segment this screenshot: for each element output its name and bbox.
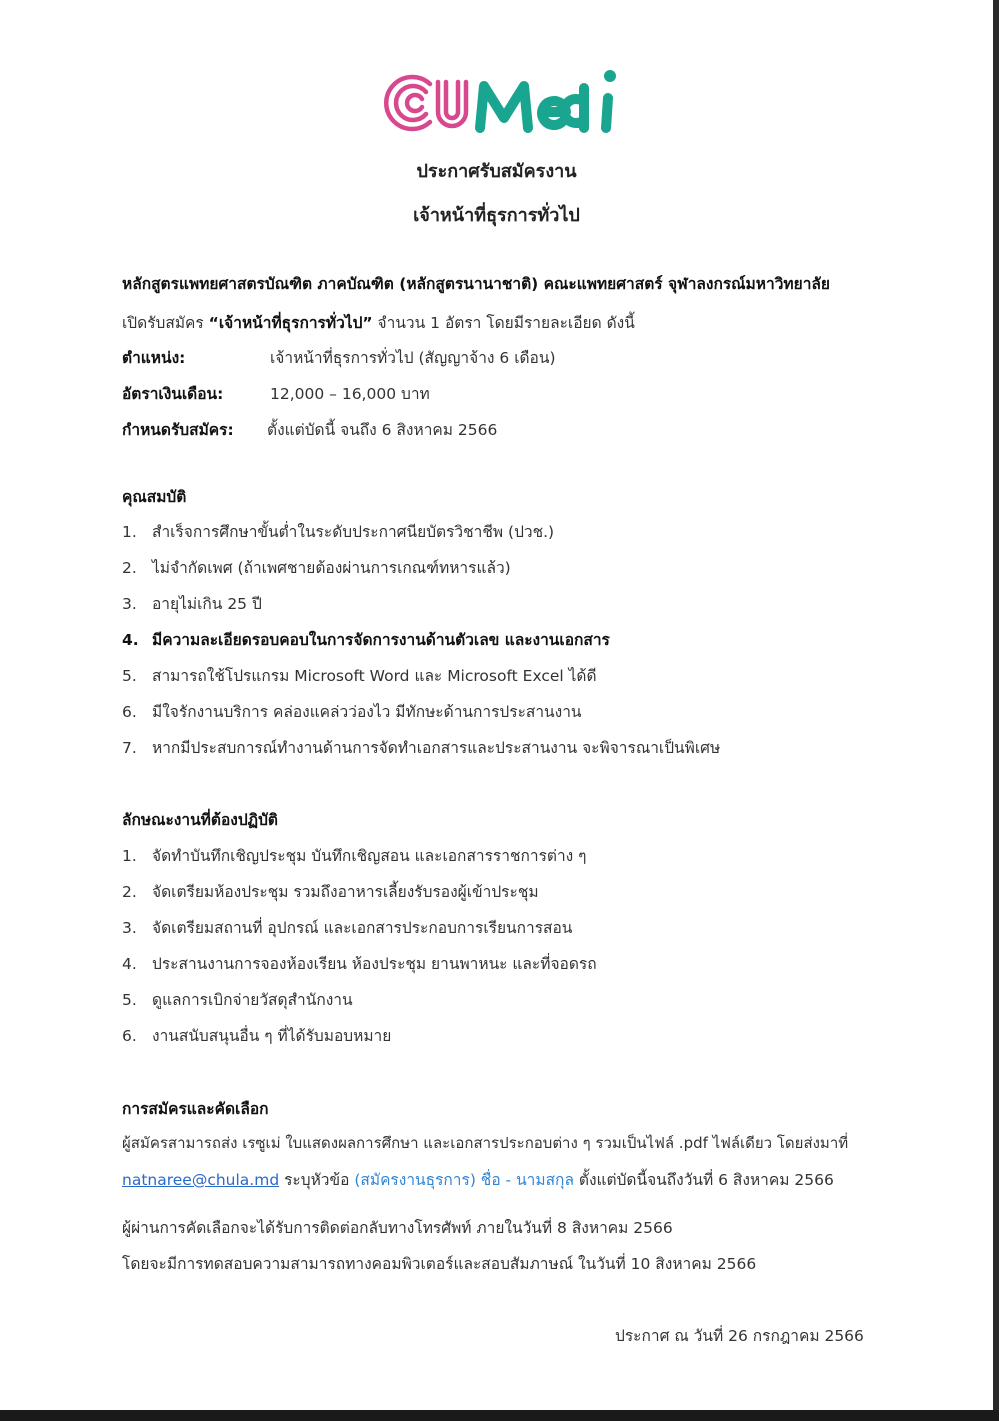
list-item: [122, 951, 597, 976]
item-number: 6.: [122, 703, 137, 721]
detail-position: [122, 345, 556, 370]
item-number: 4.: [122, 955, 137, 973]
list-item: [122, 843, 586, 868]
viewer-edge-bottom: [0, 1410, 999, 1421]
item-text: มีใจรักงานบริการ คล่องแคล่วว่องไว มีทักษะด้านการประสานงาน: [152, 703, 582, 721]
notification-line: ผู้ผ่านการคัดเลือกจะได้รับการติดต่อกลับทางโทรศัพท์ ภายในวันที่ 8 สิงหาคม 2566: [122, 1219, 673, 1237]
page-subtitle: เจ้าหน้าที่ธุรการทั่วไป: [413, 205, 580, 226]
list-item: [122, 663, 597, 688]
item-text: จัดเตรียมห้องประชุม รวมถึงอาหารเลี้ยงรับรองผู้เข้าประชุม: [152, 883, 539, 901]
announcement-date: ประกาศ ณ วันที่ 26 กรกฎาคม 2566: [615, 1327, 864, 1345]
detail-value: 12,000 – 16,000 บาท: [270, 385, 430, 403]
item-number: 1.: [122, 847, 137, 865]
list-item: [122, 915, 572, 940]
detail-label: อัตราเงินเดือน:: [122, 385, 224, 403]
item-number: 6.: [122, 1027, 137, 1045]
list-item: [122, 627, 610, 652]
item-text: จัดเตรียมสถานที่ อุปกรณ์ และเอกสารประกอบการเรียนการสอน: [152, 919, 573, 937]
list-item: [122, 987, 353, 1012]
application-contact-line: [122, 1167, 834, 1192]
list-item: [122, 1023, 391, 1048]
list-item: [122, 735, 720, 760]
subject-prefix: ระบุหัวข้อ: [279, 1171, 355, 1189]
detail-deadline: [122, 417, 497, 442]
detail-value: ตั้งแต่บัดนี้ จนถึง 6 สิงหาคม 2566: [267, 421, 498, 439]
subject-suffix: ตั้งแต่บัดนี้จนถึงวันที่ 6 สิงหาคม 2566: [573, 1171, 834, 1189]
detail-label: กำหนดรับสมัคร:: [122, 421, 234, 439]
opening-line: [122, 310, 635, 335]
item-text: จัดทำบันทึกเชิญประชุม บันทึกเชิญสอน และเอกสารราชการต่าง ๆ: [152, 847, 587, 865]
page-title: ประกาศรับสมัครงาน: [416, 161, 577, 182]
item-number: 3.: [122, 919, 137, 937]
list-item: [122, 699, 582, 724]
item-number: 5.: [122, 991, 137, 1009]
opening-prefix: เปิดรับสมัคร: [122, 314, 209, 332]
list-item: [122, 879, 539, 904]
item-number: 3.: [122, 595, 137, 613]
qualifications-heading: คุณสมบัติ: [122, 488, 187, 506]
cumedi-logo-graphic: [380, 62, 632, 138]
item-number: 4.: [122, 631, 139, 649]
application-heading: การสมัครและคัดเลือก: [122, 1100, 269, 1118]
list-item: [122, 591, 262, 616]
item-text: ประสานงานการจองห้องเรียน ห้องประชุม ยานพาหนะ และที่จอดรถ: [152, 955, 597, 973]
item-text: หากมีประสบการณ์ทำงานด้านการจัดทำเอกสารและประสานงาน จะพิจารณาเป็นพิเศษ: [152, 739, 721, 757]
program-line: หลักสูตรแพทยศาสตรบัณฑิต ภาคบัณฑิต (หลักสูตรนานาชาติ) คณะแพทยศาสตร์ จุฬาลงกรณ์มหาวิทยาลัย: [122, 275, 830, 293]
item-text: มีความละเอียดรอบคอบในการจัดการงานด้านตัวเลข และงานเอกสาร: [152, 631, 610, 649]
item-text: สามารถใช้โปรแกรม Microsoft Word และ Microsoft Excel ได้ดี: [152, 667, 597, 685]
detail-value: เจ้าหน้าที่ธุรการทั่วไป (สัญญาจ้าง 6 เดือน): [270, 349, 556, 367]
list-item: [122, 555, 511, 580]
item-text: ไม่จำกัดเพศ (ถ้าเพศชายต้องผ่านการเกณฑ์ทหารแล้ว): [152, 559, 511, 577]
item-number: 2.: [122, 559, 137, 577]
detail-label: ตำแหน่ง:: [122, 349, 186, 367]
email-link[interactable]: natnaree@chula.md: [122, 1171, 280, 1189]
opening-suffix: จำนวน 1 อัตรา โดยมีรายละเอียด ดังนี้: [372, 314, 635, 332]
item-number: 5.: [122, 667, 137, 685]
item-text: ดูแลการเบิกจ่ายวัสดุสำนักงาน: [152, 991, 353, 1009]
list-item: [122, 519, 554, 544]
test-line: โดยจะมีการทดสอบความสามารถทางคอมพิวเตอร์และสอบสัมภาษณ์ ในวันที่ 10 สิงหาคม 2566: [122, 1255, 757, 1273]
item-number: 1.: [122, 523, 137, 541]
viewer-edge-right: [993, 0, 999, 1421]
item-text: อายุไม่เกิน 25 ปี: [152, 595, 262, 613]
item-number: 7.: [122, 739, 137, 757]
subject-format: (สมัครงานธุรการ) ชื่อ - นามสกุล: [354, 1171, 574, 1189]
duties-heading: ลักษณะงานที่ต้องปฏิบัติ: [122, 811, 278, 829]
application-line: ผู้สมัครสามารถส่ง เรซูเม่ ใบแสดงผลการศึกษา และเอกสารประกอบต่าง ๆ รวมเป็นไฟล์ .pdf ไฟล์เดียว โดยส่งมาที่: [122, 1134, 849, 1152]
item-text: สำเร็จการศึกษาขั้นต่ำในระดับประกาศนียบัตรวิชาชีพ (ปวช.): [152, 523, 555, 541]
item-text: งานสนับสนุนอื่น ๆ ที่ได้รับมอบหมาย: [152, 1027, 392, 1045]
detail-salary: [122, 381, 430, 406]
cumedi-logo: [380, 62, 632, 138]
item-number: 2.: [122, 883, 137, 901]
opening-position: “เจ้าหน้าที่ธุรการทั่วไป”: [208, 314, 373, 332]
